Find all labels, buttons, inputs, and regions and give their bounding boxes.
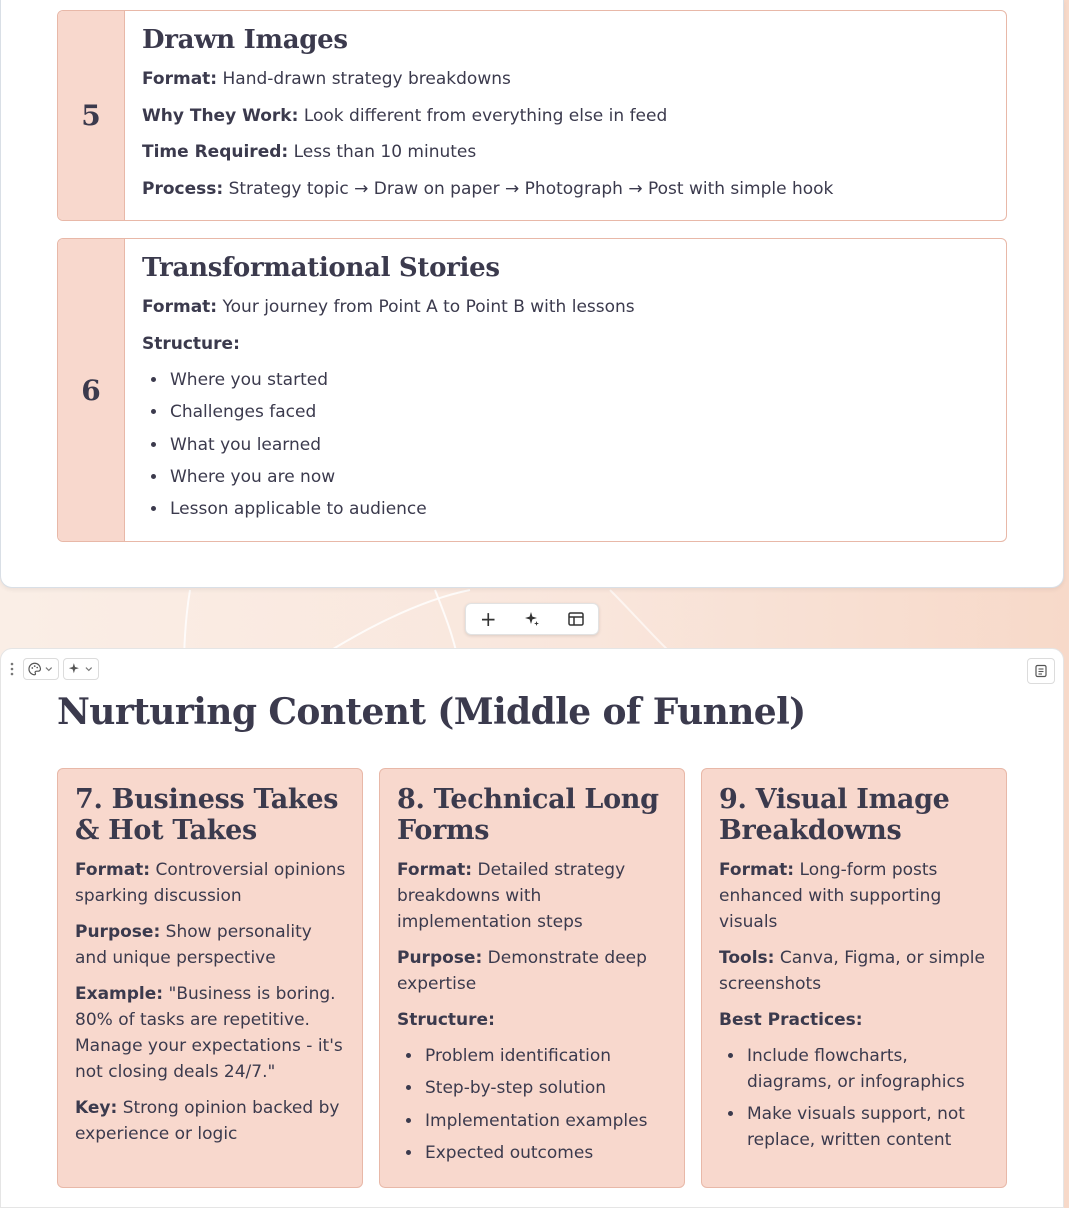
format-line: Format: Hand-drawn strategy breakdowns [142,69,511,89]
card-title: 8. Technical Long Forms [397,784,659,846]
purpose-line: Purpose: Demonstrate deep expertise [397,948,647,994]
why-line: Why They Work: Look different from everything else in feed [142,105,668,126]
practices-label: Best Practices: [719,1010,863,1030]
card-title: 9. Visual Image Breakdowns [719,784,950,846]
list-item: • Implementation examples [423,1108,668,1134]
notes-button[interactable] [1027,658,1055,684]
structure-list [397,1043,668,1166]
palette-icon [28,662,41,676]
list-item: • Lesson applicable to audience [168,496,990,522]
drag-handle[interactable] [5,658,19,680]
time-line: Time Required: Less than 10 minutes [142,142,477,162]
card-title: 7. Business Takes & Hot Takes [75,784,339,846]
purpose-line: Purpose: Show personality and unique perspective [75,922,312,968]
format-line: Format: Controversial opinions sparking discussion [75,860,346,906]
format-line: Format: Long-form posts enhanced with supporting visuals [719,860,942,932]
example-line: Example: "Business is boring. 80% of tasks are repetitive. Manage your expectations - it's not closing deals 24/7." [75,984,343,1082]
list-item: • What you learned [168,432,990,458]
notes-icon [1034,664,1048,678]
item-title: Drawn Images [142,25,348,55]
format-line: Format: Detailed strategy breakdowns with implementation steps [397,860,626,932]
sparkle-icon [68,662,81,676]
card-toolbar [5,658,99,680]
insert-toolbar [465,603,599,635]
structure-label: Structure: [142,333,240,354]
slide-card-bottom [0,648,1064,1208]
content-card-9 [701,768,1007,1188]
list-item: • Challenges faced [168,399,990,425]
tools-line: Tools: Canva, Figma, or simple screenshots [719,948,985,994]
item-number: 5 [58,11,125,220]
slide-card-top [0,0,1064,588]
ai-generate-button[interactable] [524,611,540,627]
layout-icon [568,612,584,626]
list-item: • Make visuals support, not replace, written content [745,1101,990,1153]
practices-list [719,1043,990,1153]
numbered-item-5 [57,10,1007,221]
list-item: • Include flowcharts, diagrams, or infographics [745,1043,990,1095]
process-line: Process: Strategy topic → Draw on paper → Photograph → Post with simple hook [142,178,834,199]
list-item: • Problem identification [423,1043,668,1069]
chevron-down-icon [84,665,94,673]
item-number: 6 [58,239,125,541]
list-item: • Where you are now [168,464,990,490]
key-line: Key: Strong opinion backed by experience or logic [75,1098,340,1144]
ai-dropdown[interactable] [63,658,99,680]
structure-list [142,367,990,522]
numbered-item-6 [57,238,1007,542]
layout-button[interactable] [568,612,584,626]
item-title: Transformational Stories [142,253,500,283]
format-line: Format: Your journey from Point A to Point B with lessons [142,297,635,317]
content-card-8 [379,768,685,1188]
chevron-down-icon [44,665,54,673]
sparkle-icon [524,611,540,627]
list-item: • Step-by-step solution [423,1075,668,1101]
list-item: • Expected outcomes [423,1140,668,1166]
content-card-7 [57,768,363,1188]
section-title: Nurturing Content (Middle of Funnel) [57,691,806,733]
drag-dots-icon [10,662,14,676]
list-item: • Where you started [168,367,990,393]
add-card-button[interactable]: + [479,607,497,631]
theme-dropdown[interactable] [23,658,59,680]
structure-label: Structure: [397,1010,495,1030]
